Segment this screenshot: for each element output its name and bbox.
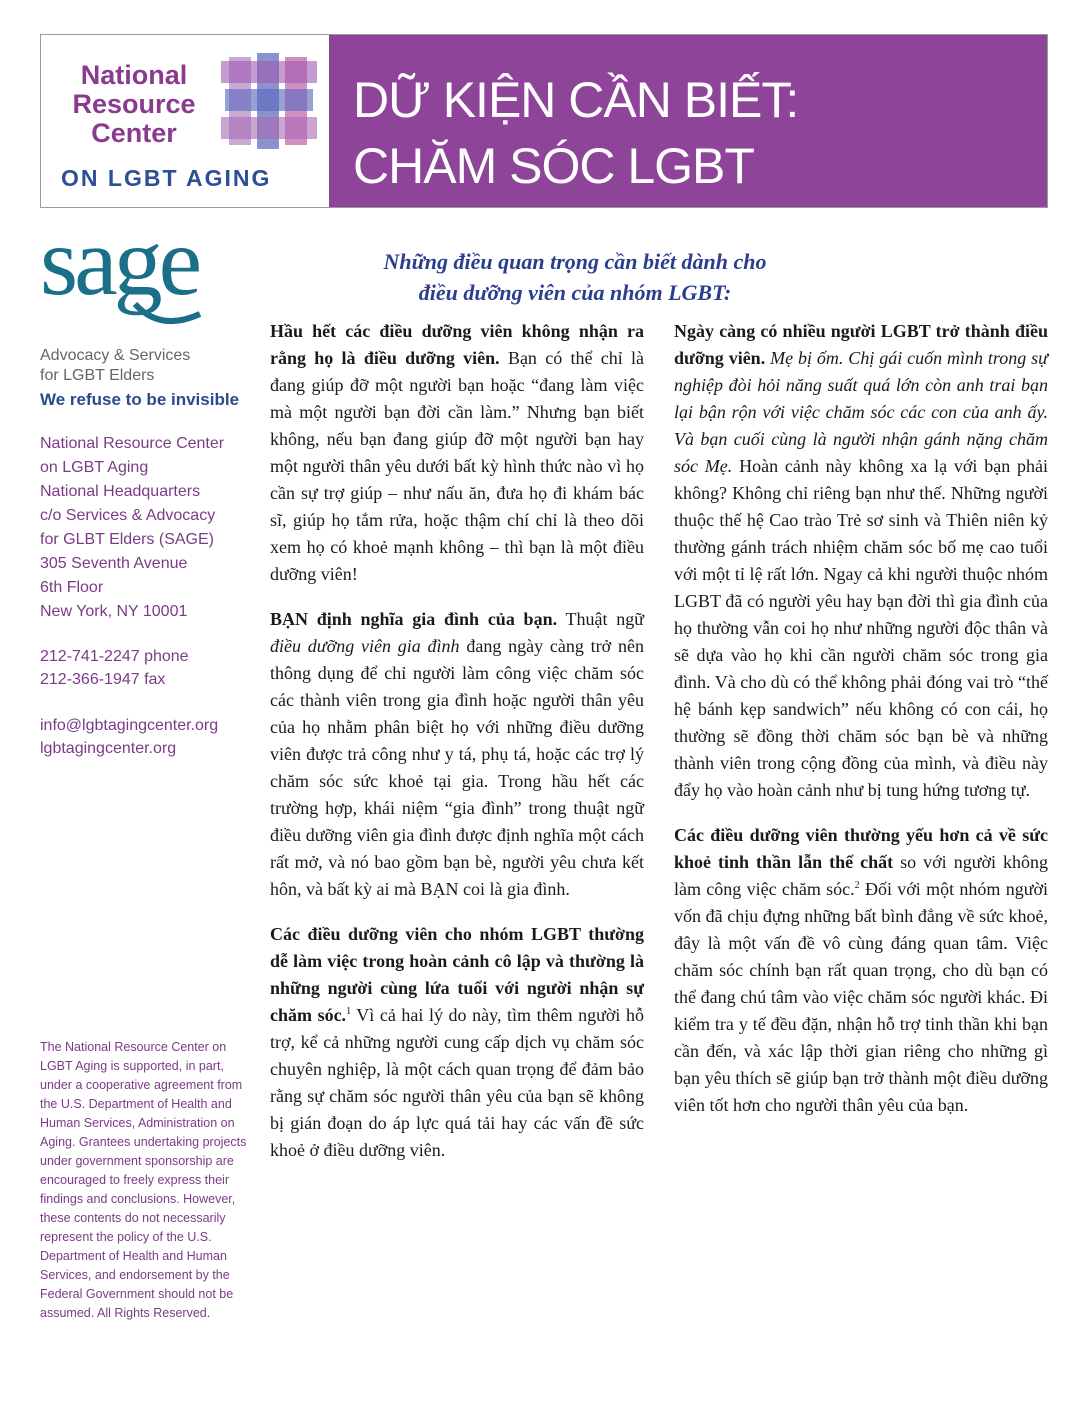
paragraph-lead: Ngày càng có nhiều người LGBT trở thành điều dưỡng viên.: [674, 321, 1048, 368]
page-title-line1: DỮ KIỆN CẦN BIẾT:: [353, 72, 799, 128]
email-link[interactable]: info@lgbtagingcenter.org: [40, 717, 219, 734]
paragraph-term: điều dưỡng viên gia đình: [270, 636, 460, 656]
address-line: 6th Floor: [40, 579, 104, 596]
paragraph-lead: Các điều dưỡng viên thường yếu hơn cả về sức khoẻ tinh thần lẫn thể chất: [674, 825, 1048, 872]
paragraph-lead: Hầu hết các điều dưỡng viên không nhận ra rằng họ là điều dưỡng viên.: [270, 321, 644, 368]
paragraph-lead: BẠN định nghĩa gia đình của bạn.: [270, 609, 558, 629]
nrc-logo: [41, 35, 328, 207]
paragraph-italic: Mẹ bị ốm. Chị gái cuốn mình trong sự nghiệp đòi hỏi năng suất quá lớn còn anh trai bạn lại bận rộn với việc chăm sóc các con của anh ấy. Và bạn cuối cùng là người nhận gánh nặng chăm sóc Mẹ.: [674, 348, 1048, 476]
address-line: National Headquarters: [40, 483, 201, 500]
paragraph-body: Bạn có thể chỉ là đang giúp đỡ một người bạn hoặc “đang làm việc mà một người bạn đời cần làm.” Nhưng bạn biết không, nếu bạn đang giúp đỡ một người bạn hay một người thân yêu dưới bất kỳ hình thức nào vì họ cần sự trợ giúp – như nấu ăn, đưa họ đi khám bác sĩ, giúp họ tắm rửa, hoặc thậm chí chỉ là theo dõi xem họ có khoẻ mạnh không – thì bạn là một điều dưỡng viên!: [270, 348, 644, 584]
address-line: New York, NY 10001: [40, 603, 188, 620]
paragraph: [674, 318, 1048, 804]
address-block: [40, 432, 224, 624]
paragraph: [270, 921, 644, 1164]
footnote-ref: 2: [854, 880, 860, 891]
web-block: [40, 714, 218, 760]
nrc-logo-text: [59, 61, 209, 148]
subtitle-line2: điều dưỡng viên của nhóm LGBT:: [418, 280, 732, 305]
paragraph-lead: Các điều dưỡng viên cho nhóm LGBT thường dễ làm việc trong hoàn cảnh cô lập và thường là những người cùng lứa tuổi với người nhận sự chăm sóc.: [270, 924, 644, 1025]
address-line: National Resource Center: [40, 435, 225, 452]
page-title-line2: CHĂM SÓC LGBT: [353, 138, 754, 194]
contact-block: [40, 645, 189, 691]
paragraph-body: so với người không làm công việc chăm sóc.: [674, 852, 1048, 899]
subtitle-line1: Những điều quan trọng cần biết dành cho: [383, 249, 767, 274]
phone: 212-741-2247 phone: [40, 648, 189, 665]
address-line: c/o Services & Advocacy: [40, 507, 216, 524]
sage-logo: [40, 222, 250, 342]
sage-tagline-line1: Advocacy & Services: [40, 347, 191, 364]
footnote-ref: 1: [346, 1006, 352, 1017]
fax: 212-366-1947 fax: [40, 671, 166, 688]
quilt-logo-icon: [221, 53, 317, 149]
nrc-logo-line: National: [80, 60, 188, 90]
sage-tagline: [40, 346, 190, 386]
column-right: [674, 318, 1048, 1137]
title-band: [329, 35, 1047, 207]
sage-tagline-line2: for LGBT Elders: [40, 367, 155, 384]
nrc-logo-line: Center: [91, 118, 177, 148]
subtitle: [300, 246, 850, 308]
website-link[interactable]: lgbtagingcenter.org: [40, 740, 177, 757]
paragraph: [270, 318, 644, 588]
paragraph: [270, 606, 644, 903]
paragraph-body: Thuật ngữ: [557, 609, 644, 629]
address-line: 305 Seventh Avenue: [40, 555, 188, 572]
paragraph-body: Vì cả hai lý do này, tìm thêm người hỗ trợ, kể cả những người cung cấp dịch vụ chăm sóc chuyên nghiệp, là một cách quan trọng để đảm bảo rằng sự chăm sóc người thân yêu của bạn sẽ không bị gián đoạn do áp lực quá tải hay các vấn đề sức khoẻ ở điều dưỡng viên.: [270, 1005, 644, 1160]
paragraph-body: đang ngày càng trở nên thông dụng để chỉ người làm công việc chăm sóc các thành viên trong gia đình hoặc người thân yêu của họ nhằm phân biệt họ với những điều dưỡng viên được trả công như y tá, phụ tá, hoặc các trợ lý chăm sóc sức khoẻ tại gia. Trong hầu hết các trường hợp, khái niệm “gia đình” trong thuật ngữ điều dưỡng viên gia đình được định nghĩa một cách rất mở, và nó bao gồm bạn bè, người yêu chưa kết hôn, và bất kỳ ai mà BẠN coi là gia đình.: [270, 636, 644, 899]
address-line: on LGBT Aging: [40, 459, 149, 476]
disclaimer: The National Resource Center on LGBT Aging is supported, in part, under a cooperative agreement from the U.S. Department of Health and Human Services, Administration on Aging. Grantees undertaking projects under government sponsorship are encouraged to freely express their findings and conclusions. However, these contents do not necessarily represent the policy of the U.S. Department of Health and Human Services, and endorsement by the Federal Government should not be assumed. All Rights Reserved.: [40, 1040, 247, 1320]
sage-slogan: We refuse to be invisible: [40, 390, 240, 409]
header: [40, 34, 1048, 208]
paragraph-body: Đối với một nhóm người vốn đã chịu đựng những bất bình đẳng về sức khoẻ, đây là một vấn đề vô cùng đáng quan tâm. Việc chăm sóc chính bạn rất quan trọng, cho dù bạn có thể đang chú tâm vào việc chăm sóc người khác. Đi kiểm tra y tế đều đặn, nhận hỗ trợ tinh thần khi bạn cần đến, và xác lập thời gian riêng cho những gì bạn yêu thích sẽ giúp bạn trở thành một điều dưỡng viên tốt hơn cho người thân yêu của bạn.: [674, 879, 1048, 1115]
paragraph: [674, 822, 1048, 1119]
nrc-logo-subline: ON LGBT AGING: [61, 165, 272, 191]
nrc-logo-line: Resource: [72, 89, 196, 119]
address-line: for GLBT Elders (SAGE): [40, 531, 214, 548]
sage-wordmark: sage: [40, 222, 199, 316]
paragraph-body: Hoàn cảnh này không xa lạ với bạn phải không? Không chỉ riêng bạn như thế. Những người thuộc thế hệ Cao trào Trẻ sơ sinh và Thiên niên kỷ thường gánh trách nhiệm chăm sóc bố mẹ cao tuổi với một tỉ lệ rất lớn. Ngay cả khi người thuộc nhóm LGBT đã có người yêu hay bạn đời thì gia đình của họ thường vẫn coi họ như những người độc thân và sẽ dựa vào họ khi cần người chăm sóc trong gia đình. Và cho dù có thể không phải đóng vai trò “thế hệ bánh kẹp sandwich” nếu không có con cái, họ thường sẽ đồng thời chăm sóc bạn bè và những thành viên trong cộng đồng của mình, và điều này đẩy họ vào hoàn cảnh như bị tung hứng tương tự.: [674, 456, 1049, 800]
column-left: [270, 318, 644, 1182]
